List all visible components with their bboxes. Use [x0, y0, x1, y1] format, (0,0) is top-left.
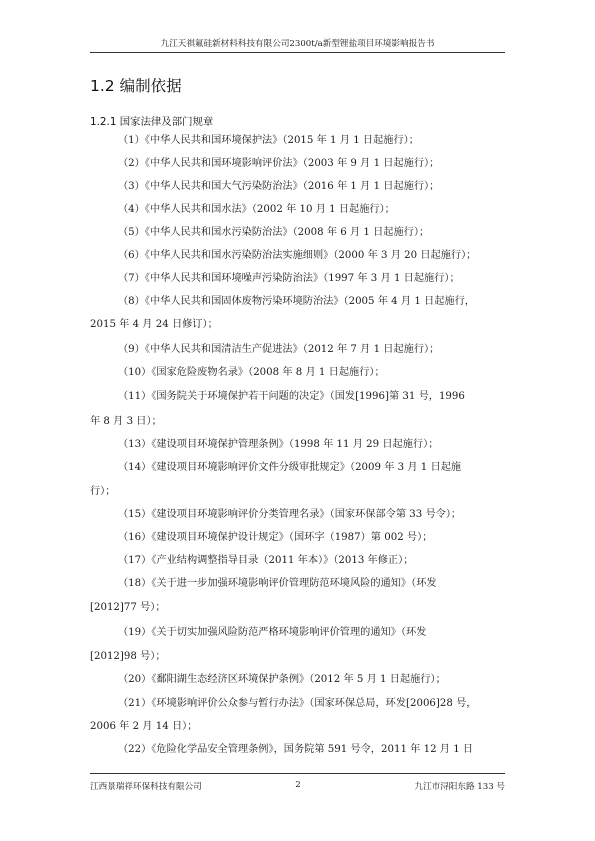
subsection-title: 1.2.1 国家法律及部门规章: [90, 116, 214, 128]
body-line: （7）《中华人民共和国环境噪声污染防治法》（1997 年 3 月 1 日起施行）；: [118, 273, 460, 284]
body-line: （11）《国务院关于环境保护若干问题的决定》（国发[1996]第 31 号，1996: [118, 391, 465, 402]
body-line: （15）《建设项目环境影响评价分类管理名录》（国家环保部令第 33 号令）；: [118, 509, 462, 520]
body-line: 2015 年 4 月 24 日修订）；: [90, 319, 218, 330]
body-line: （21）《环境影响评价公众参与暂行办法》（国家环保总局，环发[2006]28 号，: [118, 698, 477, 709]
body-line: （5）《中华人民共和国水污染防治法》（2008 年 6 月 1 日起施行）；: [118, 227, 430, 238]
body-line: （22）《危险化学品安全管理条例》，国务院第 591 号令，2011 年 12 月 1 日: [118, 744, 474, 755]
body-line: [2012]77 号）；: [90, 602, 166, 613]
body-line: 行）；: [90, 486, 116, 497]
body-line: （10）《国家危险废物名录》（2008 年 8 月 1 日起施行）；: [118, 367, 385, 378]
body-line: [2012]98 号）；: [90, 651, 166, 662]
body-line: （19）《关于切实加强风险防范严格环境影响评价管理的通知》（环发: [118, 627, 427, 638]
body-line: （13）《建设项目环境保护管理条例》（1998 年 11 月 29 日起施行）；: [118, 439, 439, 450]
footer-address: 九江市浔阳东路 133 号: [414, 782, 505, 792]
page-header: 九江天祺氟硅新材料科技有限公司2300t/a新型锂盐项目环境影响报告书: [160, 39, 435, 49]
body-line: （6）《中华人民共和国水污染防治法实施细则》（2000 年 3 月 20 日起施行）；: [118, 250, 477, 261]
footer-divider: [90, 773, 505, 774]
body-line: （14）《建设项目环境影响评价文件分级审批规定》（2009 年 3 月 1 日起施: [118, 462, 462, 473]
body-line: （16）《建设项目环境保护设计规定》（国环字（1987）第 002 号）；: [118, 532, 433, 543]
body-line: （9）《中华人民共和国清洁生产促进法》（2012 年 7 月 1 日起施行）；: [118, 344, 440, 355]
body-line: （1）《中华人民共和国环境保护法》（2015 年 1 月 1 日起施行）；: [118, 135, 419, 146]
footer-company: 江西景瑞祥环保科技有限公司: [90, 782, 202, 792]
body-line: （8）《中华人民共和国固体废物污染环境防治法》（2005 年 4 月 1 日起施行，: [118, 296, 475, 307]
body-line: 年 8 月 3 日）；: [90, 416, 162, 427]
page-number: 2: [295, 780, 301, 790]
body-line: （17）《产业结构调整指导目录（2011 年本）》（2013 年修正）；: [118, 555, 414, 566]
header-divider: [90, 52, 505, 53]
body-line: （20）《鄱阳湖生态经济区环境保护条例》（2012 年 5 月 1 日起施行）；: [118, 674, 446, 685]
body-line: （2）《中华人民共和国环境影响评价法》（2003 年 9 月 1 日起施行）；: [118, 158, 440, 169]
body-line: 2006 年 2 月 14 日）；: [90, 721, 198, 732]
section-title: 1.2 编制依据: [90, 77, 182, 95]
body-line: （4）《中华人民共和国水法》（2002 年 10 月 1 日起施行）；: [118, 204, 395, 215]
body-line: （18）《关于进一步加强环境影响评价管理防范环境风险的通知》（环发: [118, 578, 437, 589]
body-line: （3）《中华人民共和国大气污染防治法》（2016 年 1 月 1 日起施行）；: [118, 181, 440, 192]
